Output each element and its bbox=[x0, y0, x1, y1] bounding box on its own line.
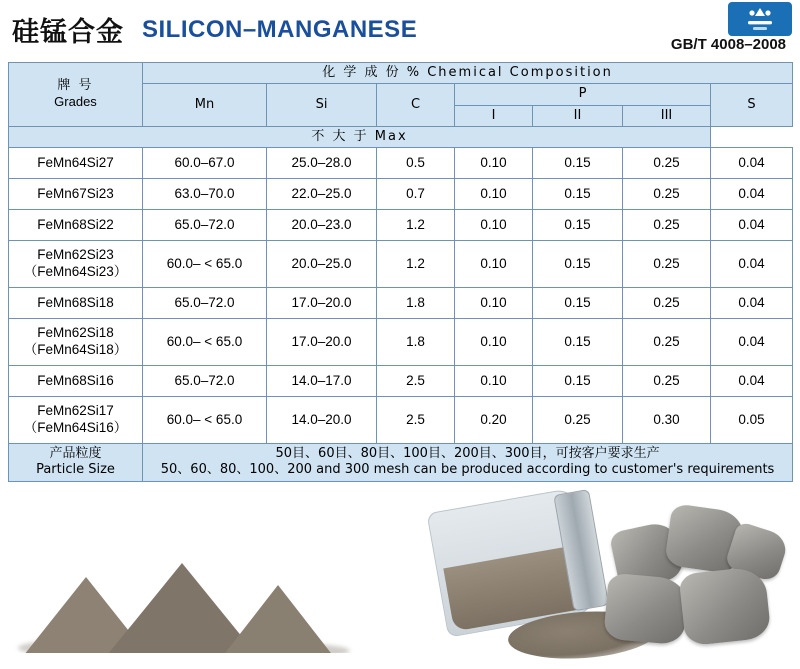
particle-size-value bbox=[143, 444, 793, 482]
cell-si: 17.0–20.0 bbox=[267, 319, 377, 366]
cell-c: 1.8 bbox=[377, 288, 455, 319]
cell-p3: 0.25 bbox=[623, 210, 711, 241]
cell-p1: 0.10 bbox=[455, 366, 533, 397]
header-composition: 化 学 成 份 % Chemical Composition bbox=[143, 63, 793, 84]
cell-p1: 0.10 bbox=[455, 179, 533, 210]
cell-grade bbox=[9, 366, 143, 397]
cell-grade bbox=[9, 148, 143, 179]
grade-alias: （FeMn64Si18） bbox=[23, 342, 128, 357]
cell-si: 20.0–23.0 bbox=[267, 210, 377, 241]
cell-si: 14.0–20.0 bbox=[267, 397, 377, 444]
header-grades bbox=[9, 63, 143, 127]
header-si: Si bbox=[267, 84, 377, 127]
cell-p1: 0.10 bbox=[455, 210, 533, 241]
cell-s: 0.04 bbox=[711, 241, 793, 288]
header-grades-cn: 牌 号 bbox=[57, 78, 94, 94]
cell-c: 1.2 bbox=[377, 210, 455, 241]
cell-s: 0.05 bbox=[711, 397, 793, 444]
grade-name: FeMn67Si23 bbox=[37, 185, 114, 201]
cell-mn: 63.0–70.0 bbox=[143, 179, 267, 210]
ore-lump bbox=[678, 566, 771, 647]
page-title-cn: 硅锰合金 bbox=[12, 17, 124, 48]
grade-name: FeMn68Si16 bbox=[37, 372, 114, 388]
cell-p2: 0.15 bbox=[533, 288, 623, 319]
cell-p3: 0.25 bbox=[623, 148, 711, 179]
cell-grade bbox=[9, 397, 143, 444]
header-grades-en: Grades bbox=[54, 94, 97, 110]
cell-p1: 0.10 bbox=[455, 288, 533, 319]
page-header bbox=[0, 0, 800, 62]
cell-p2: 0.15 bbox=[533, 210, 623, 241]
cell-c: 0.7 bbox=[377, 179, 455, 210]
cell-p3: 0.25 bbox=[623, 319, 711, 366]
particle-size-line-cn: 50目、60目、80目、100目、200目、300目，可按客户要求生产 bbox=[275, 446, 660, 461]
grade-name: FeMn62Si17 bbox=[37, 403, 114, 419]
particle-size-label bbox=[9, 444, 143, 482]
powder-pile-medium bbox=[222, 585, 334, 657]
grade-alias: （FeMn64Si23） bbox=[23, 264, 128, 279]
cell-grade bbox=[9, 288, 143, 319]
cell-p3: 0.25 bbox=[623, 179, 711, 210]
grade-name: FeMn68Si18 bbox=[37, 294, 114, 310]
table-row bbox=[9, 179, 793, 210]
cell-p3: 0.25 bbox=[623, 288, 711, 319]
spec-table-wrapper bbox=[0, 62, 800, 482]
grade-name: FeMn68Si22 bbox=[37, 216, 114, 232]
cell-mn: 65.0–72.0 bbox=[143, 210, 267, 241]
chemical-composition-table bbox=[8, 62, 793, 482]
cell-si: 14.0–17.0 bbox=[267, 366, 377, 397]
cell-s: 0.04 bbox=[711, 366, 793, 397]
cell-grade bbox=[9, 210, 143, 241]
cell-p1: 0.10 bbox=[455, 148, 533, 179]
cell-c: 1.8 bbox=[377, 319, 455, 366]
cell-p3: 0.30 bbox=[623, 397, 711, 444]
cell-c: 0.5 bbox=[377, 148, 455, 179]
cell-mn: 65.0–72.0 bbox=[143, 366, 267, 397]
cell-p1: 0.20 bbox=[455, 397, 533, 444]
particle-size-label-cn: 产品粒度 bbox=[49, 446, 102, 461]
table-row bbox=[9, 319, 793, 366]
cell-grade bbox=[9, 179, 143, 210]
cell-mn: 60.0– < 65.0 bbox=[143, 319, 267, 366]
cell-c: 2.5 bbox=[377, 397, 455, 444]
cell-s: 0.04 bbox=[711, 288, 793, 319]
cell-si: 20.0–25.0 bbox=[267, 241, 377, 288]
cell-p1: 0.10 bbox=[455, 241, 533, 288]
cell-c: 1.2 bbox=[377, 241, 455, 288]
grade-name: FeMn62Si18 bbox=[37, 325, 114, 341]
table-row bbox=[9, 366, 793, 397]
cell-grade bbox=[9, 319, 143, 366]
table-body bbox=[9, 148, 793, 482]
cell-s: 0.04 bbox=[711, 148, 793, 179]
cell-p2: 0.15 bbox=[533, 366, 623, 397]
header-c: C bbox=[377, 84, 455, 127]
product-photo-strip bbox=[0, 484, 800, 669]
cell-s: 0.04 bbox=[711, 319, 793, 366]
table-header-row-1 bbox=[9, 63, 793, 84]
cell-si: 25.0–28.0 bbox=[267, 148, 377, 179]
cell-p3: 0.25 bbox=[623, 366, 711, 397]
header-p-2: II bbox=[533, 105, 623, 126]
cell-mn: 60.0–67.0 bbox=[143, 148, 267, 179]
table-row bbox=[9, 148, 793, 179]
cell-p2: 0.15 bbox=[533, 241, 623, 288]
photo-ground bbox=[0, 653, 400, 669]
photo-powder-piles bbox=[0, 484, 400, 669]
header-mn: Mn bbox=[143, 84, 267, 127]
cell-mn: 60.0– < 65.0 bbox=[143, 397, 267, 444]
table-header-row-4 bbox=[9, 126, 793, 147]
cell-grade bbox=[9, 241, 143, 288]
cell-mn: 60.0– < 65.0 bbox=[143, 241, 267, 288]
header-max: 不 大 于 Max bbox=[9, 126, 711, 147]
header-p-3: III bbox=[623, 105, 711, 126]
header-s: S bbox=[711, 84, 793, 127]
grade-alias: （FeMn64Si16） bbox=[23, 420, 128, 435]
table-row bbox=[9, 241, 793, 288]
particle-size-row bbox=[9, 444, 793, 482]
table-row bbox=[9, 288, 793, 319]
cell-p3: 0.25 bbox=[623, 241, 711, 288]
header-p-1: I bbox=[455, 105, 533, 126]
grade-name: FeMn64Si27 bbox=[37, 154, 114, 170]
cell-mn: 65.0–72.0 bbox=[143, 288, 267, 319]
photo-jar-and-lumps bbox=[400, 484, 800, 669]
cell-p2: 0.15 bbox=[533, 319, 623, 366]
table-row bbox=[9, 210, 793, 241]
particle-size-line-en: 50、60、80、100、200 and 300 mesh can be produced according to customer's requirements bbox=[160, 462, 775, 478]
standard-code: GB/T 4008–2008 bbox=[670, 36, 786, 53]
ore-lump bbox=[603, 573, 688, 646]
cell-p1: 0.10 bbox=[455, 319, 533, 366]
page-title-en: SILICON–MANGANESE bbox=[142, 15, 418, 43]
cell-p2: 0.25 bbox=[533, 397, 623, 444]
cell-s: 0.04 bbox=[711, 179, 793, 210]
particle-size-label-en: Particle Size bbox=[36, 462, 115, 478]
cell-si: 22.0–25.0 bbox=[267, 179, 377, 210]
cell-c: 2.5 bbox=[377, 366, 455, 397]
cell-s: 0.04 bbox=[711, 210, 793, 241]
cell-si: 17.0–20.0 bbox=[267, 288, 377, 319]
cell-p2: 0.15 bbox=[533, 148, 623, 179]
table-row bbox=[9, 397, 793, 444]
company-logo bbox=[728, 2, 792, 36]
cell-p2: 0.15 bbox=[533, 179, 623, 210]
grade-name: FeMn62Si23 bbox=[37, 247, 114, 263]
header-p: P bbox=[455, 84, 711, 105]
